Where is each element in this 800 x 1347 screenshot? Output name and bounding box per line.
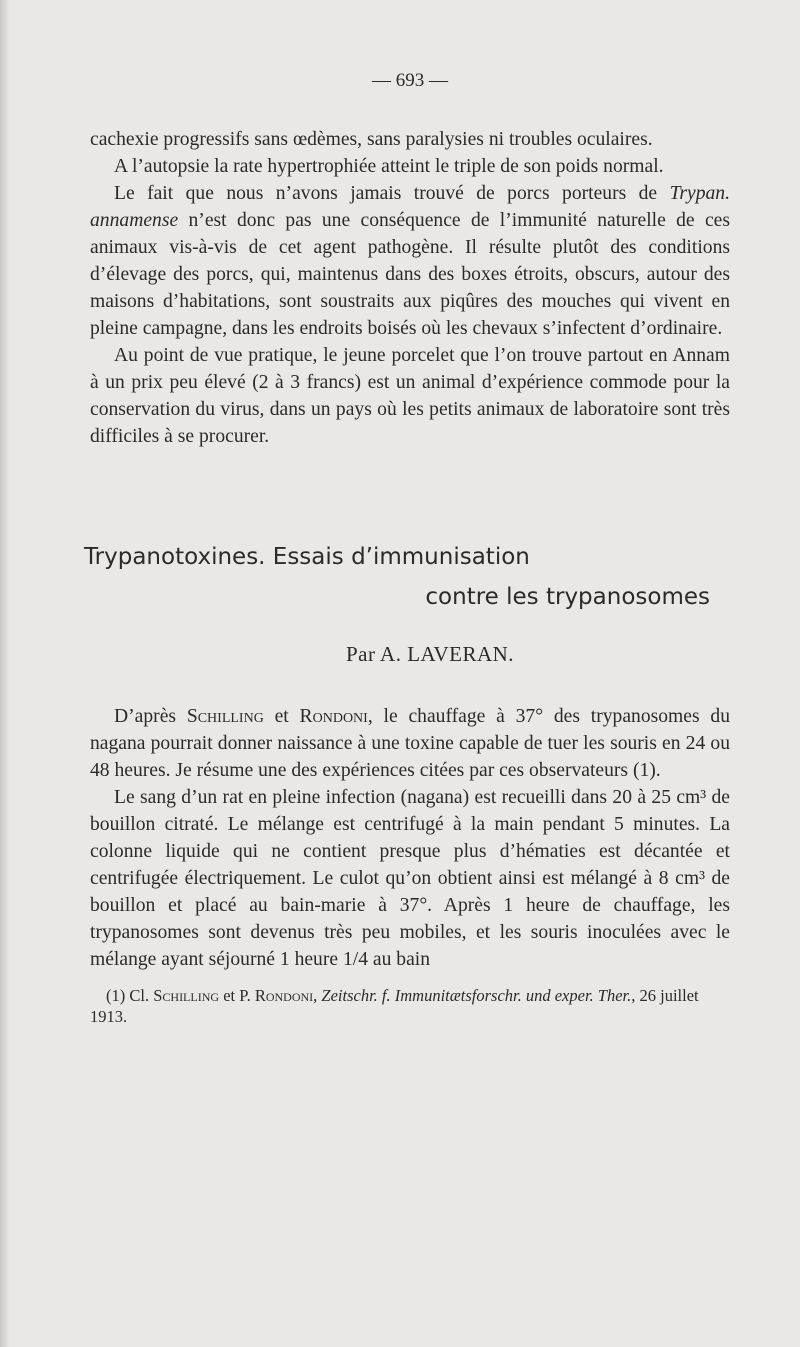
paragraph-continued: cachexie progressifs sans œdèmes, sans paralysies ni troubles oculaires.: [90, 129, 653, 150]
paragraph-schilling: [90, 703, 730, 784]
paragraph-porcs: [90, 180, 730, 342]
p1-text-b: et: [263, 706, 300, 727]
author-rondoni: Rondoni: [299, 706, 368, 727]
footnote-author-2: Rondoni: [254, 986, 314, 1005]
author-schilling: Schilling: [186, 706, 264, 727]
footnote-mark: (1) Cl.: [106, 986, 154, 1005]
page-edge-shadow: [0, 0, 10, 1347]
section-gap: [90, 450, 730, 542]
p1-text-c: , le chauffage à 37° des trypanosomes du nagana pourrait donner naissance à une toxine capable de tuer les souris en 24 ou 48 heures. Je résume une des expériences citées par ces observateurs (1).: [90, 706, 730, 781]
footnote: [90, 985, 730, 1027]
paragraph-pratique: Au point de vue pratique, le jeune porcelet que l’on trouve partout en Annam à un prix peu élevé (2 à 3 francs) est un animal d’expérience commode pour la conservation du virus, dans un pays où les petits animaux de laboratoire sont très difficiles à se procurer.: [90, 345, 730, 447]
footnote-sep: ,: [313, 986, 322, 1005]
footnote-journal: Zeitschr. f. Immunitætsforschr. und exper. Ther.: [321, 986, 632, 1005]
article-byline: Par A. LAVERAN.: [345, 642, 515, 666]
paragraph-sang-rat: Le sang d’un rat en pleine infection (nagana) est recueilli dans 20 à 25 cm³ de bouillon citraté. Le mélange est centrifugé à la main pendant 5 minutes. La colonne liquide qui ne contient presque plus d’hématies est décantée et centrifugée électriquement. Le culot qu’on obtient ainsi est mélangé à 8 cm³ de bouillon et placé au bain-marie à 37°. Après 1 heure de chauffage, les trypanosomes sont devenus très peu mobiles, et les souris inoculées avec le mélange ayant séjourné 1 heure 1/4 au bain: [90, 787, 730, 970]
paragraph-porcs-lead: Le fait que nous n’avons jamais trouvé de porcs porteurs de: [114, 183, 670, 204]
paragraph-porcs-text: n’est donc pas une conséquence de l’immunité naturelle de ces animaux vis-à-vis de cet agent pathogène. Il résulte plutôt des conditions d’élevage des porcs, qui, maintenus dans des boxes étroits, obscurs, autour des maisons d’habitations, sont soustraits aux piqûres des mouches qui vivent en pleine campagne, dans les endroits boisés où les chevaux s’infectent d’ordinaire.: [90, 210, 730, 339]
article-title-line1: Trypanotoxines. Essais d’immunisation: [84, 544, 530, 570]
document-page: [84, 70, 730, 1027]
footnote-mid: et P.: [219, 986, 255, 1005]
p1-text-a: D’après: [114, 706, 187, 727]
page-number: — 693 —: [372, 70, 448, 91]
footnote-date: , 26 juillet 1913.: [90, 986, 699, 1026]
species-name: Trypan. annamense: [90, 183, 730, 231]
paragraph-autopsie: A l’autopsie la rate hypertrophiée atteint le triple de son poids normal.: [114, 156, 664, 177]
footnote-author-1: Schilling: [153, 986, 220, 1005]
article-title-line2: contre les trypanosomes: [425, 584, 710, 610]
